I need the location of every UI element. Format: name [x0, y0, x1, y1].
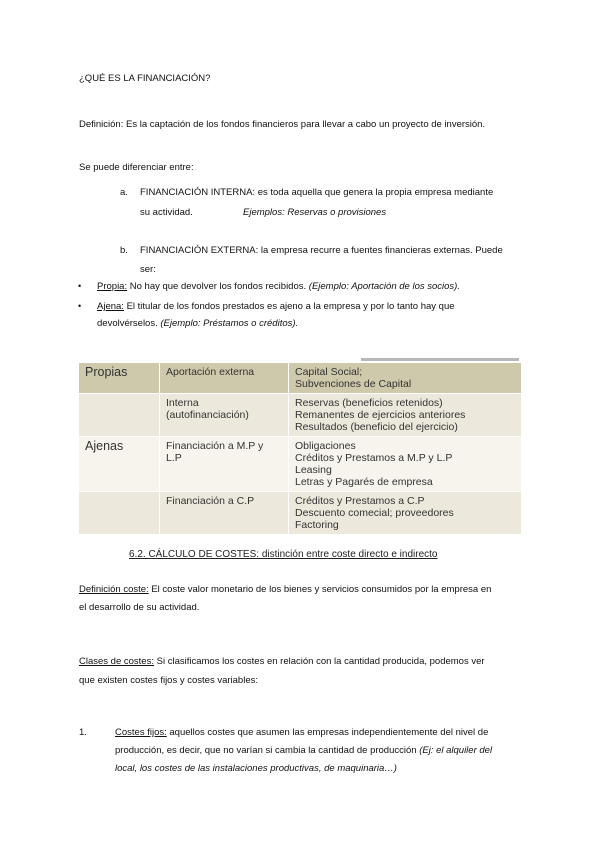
definition-label: Definición: — [79, 119, 124, 130]
section-title: 6.2. CÁLCULO DE COSTES: distinción entre coste directo e indirecto — [129, 549, 438, 560]
table-cell-line: Créditos y Prestamos a C.P — [295, 495, 425, 507]
bullet-ajena-label: Ajena: — [97, 301, 124, 312]
table-cell-line: Subvenciones de Capital — [295, 378, 412, 390]
table-cell-line: Letras y Pagarés de empresa — [295, 476, 433, 488]
table-cell-line: L.P — [166, 452, 182, 464]
clases-line1 — [79, 656, 523, 667]
financing-table — [79, 363, 522, 535]
definition-text: Es la captación de los fondos financieros para llevar a cabo un proyecto de inversión. — [123, 119, 486, 130]
table-cell-items — [289, 394, 522, 437]
table-cell-line: Remanentes de ejercicios anteriores — [295, 409, 466, 421]
fijos-example-end: local, los costes de las instalaciones productivas, de maquinaria…) — [115, 763, 397, 774]
table-cell-items — [289, 363, 522, 394]
bullet-marker: • — [78, 301, 82, 311]
item-a-marker: a. — [120, 187, 128, 198]
fijos-label: Costes fijos: — [115, 727, 167, 738]
table-cell-line: Aportación externa — [166, 366, 255, 378]
table-cell-line: Financiación a M.P y — [166, 440, 264, 452]
table-cell-line: Reservas (beneficios retenidos) — [295, 397, 443, 409]
clases-line2: que existen costes fijos y costes variables: — [79, 675, 259, 686]
bullet-ajena-example: (Ejemplo: Préstamos o créditos). — [160, 318, 299, 329]
bullet-ajena-line1 — [97, 301, 523, 312]
table-cell-source — [160, 394, 289, 437]
table-row — [79, 437, 522, 492]
item-a-line2: su actividad. — [140, 207, 193, 218]
bullet-propia-example: (Ejemplo: Aportación de los socios). — [308, 281, 460, 292]
item-a-line1: FINANCIACIÓN INTERNA: es toda aquella que genera la propia empresa mediante — [140, 187, 494, 198]
coste-definition-label: Definición coste: — [79, 584, 149, 595]
table-cell-category: Propias — [79, 363, 160, 394]
table-cell-source — [160, 437, 289, 492]
table-row — [79, 394, 522, 437]
intro-text: Se puede diferenciar entre: — [79, 162, 194, 173]
table-cell-line: Descuento comecial; proveedores — [295, 507, 454, 519]
fijos-text: aquellos costes que asumen las empresas independientemente del nivel de — [166, 727, 489, 738]
table-row — [79, 363, 522, 394]
bullet-ajena-text1: El titular de los fondos prestados es ajeno a la empresa y por lo tanto hay que — [123, 301, 455, 312]
clases-text: Si clasificamos los costes en relación con la cantidad producida, podemos ver — [153, 656, 485, 667]
table-cell-source — [160, 363, 289, 394]
table-top-rule — [361, 358, 519, 361]
item-b-line2: ser: — [140, 264, 156, 275]
definition-paragraph — [79, 119, 485, 130]
clases-label: Clases de costes: — [79, 656, 154, 667]
table-cell-line: Leasing — [295, 464, 332, 476]
coste-definition-line1 — [79, 584, 523, 595]
bullet-propia — [97, 281, 460, 292]
table-cell-line: Financiación a C.P — [166, 495, 255, 507]
bullet-ajena-line2 — [97, 318, 298, 329]
table-cell-items — [289, 492, 522, 535]
table-cell-line: Resultados (beneficio del ejercicio) — [295, 421, 458, 433]
table-row — [79, 492, 522, 535]
table-cell-category — [79, 394, 160, 437]
table-cell-category — [79, 492, 160, 535]
fijos-line1 — [115, 727, 523, 738]
table-cell-line: Obligaciones — [295, 440, 356, 452]
fijos-number: 1. — [79, 727, 87, 738]
item-b-marker: b. — [120, 245, 128, 256]
fijos-example-start: (Ej: el alquiler del — [419, 745, 493, 756]
table-cell-line: Capital Social; — [295, 366, 363, 378]
bullet-propia-label: Propia: — [97, 281, 128, 292]
table-cell-line: Créditos y Prestamos a M.P y L.P — [295, 452, 453, 464]
table-cell-line: Interna — [166, 397, 199, 409]
table-cell-source — [160, 492, 289, 535]
bullet-propia-text: No hay que devolver los fondos recibidos. — [127, 281, 309, 292]
fijos-line2 — [115, 745, 525, 756]
table-cell-items — [289, 437, 522, 492]
table-cell-category: Ajenas — [79, 437, 160, 492]
table-cell-line: Factoring — [295, 519, 339, 531]
coste-definition-text: El coste valor monetario de los bienes y servicios consumidos por la empresa en — [148, 584, 492, 595]
bullet-marker: • — [78, 281, 82, 291]
coste-definition-line2: el desarrollo de su actividad. — [79, 602, 200, 613]
fijos-text2: producción, es decir, que no varían si cambia la cantidad de producción — [115, 745, 420, 756]
page-title: ¿QUÉ ES LA FINANCIACIÓN? — [79, 73, 211, 84]
item-b-line1: FINANCIACIÓN EXTERNA: la empresa recurre a fuentes financieras externas. Puede — [140, 245, 503, 256]
table-cell-line: (autofinanciación) — [166, 409, 249, 421]
bullet-ajena-text2: devolvérselos. — [97, 318, 161, 329]
item-a-example: Ejemplos: Reservas o provisiones — [243, 207, 387, 218]
